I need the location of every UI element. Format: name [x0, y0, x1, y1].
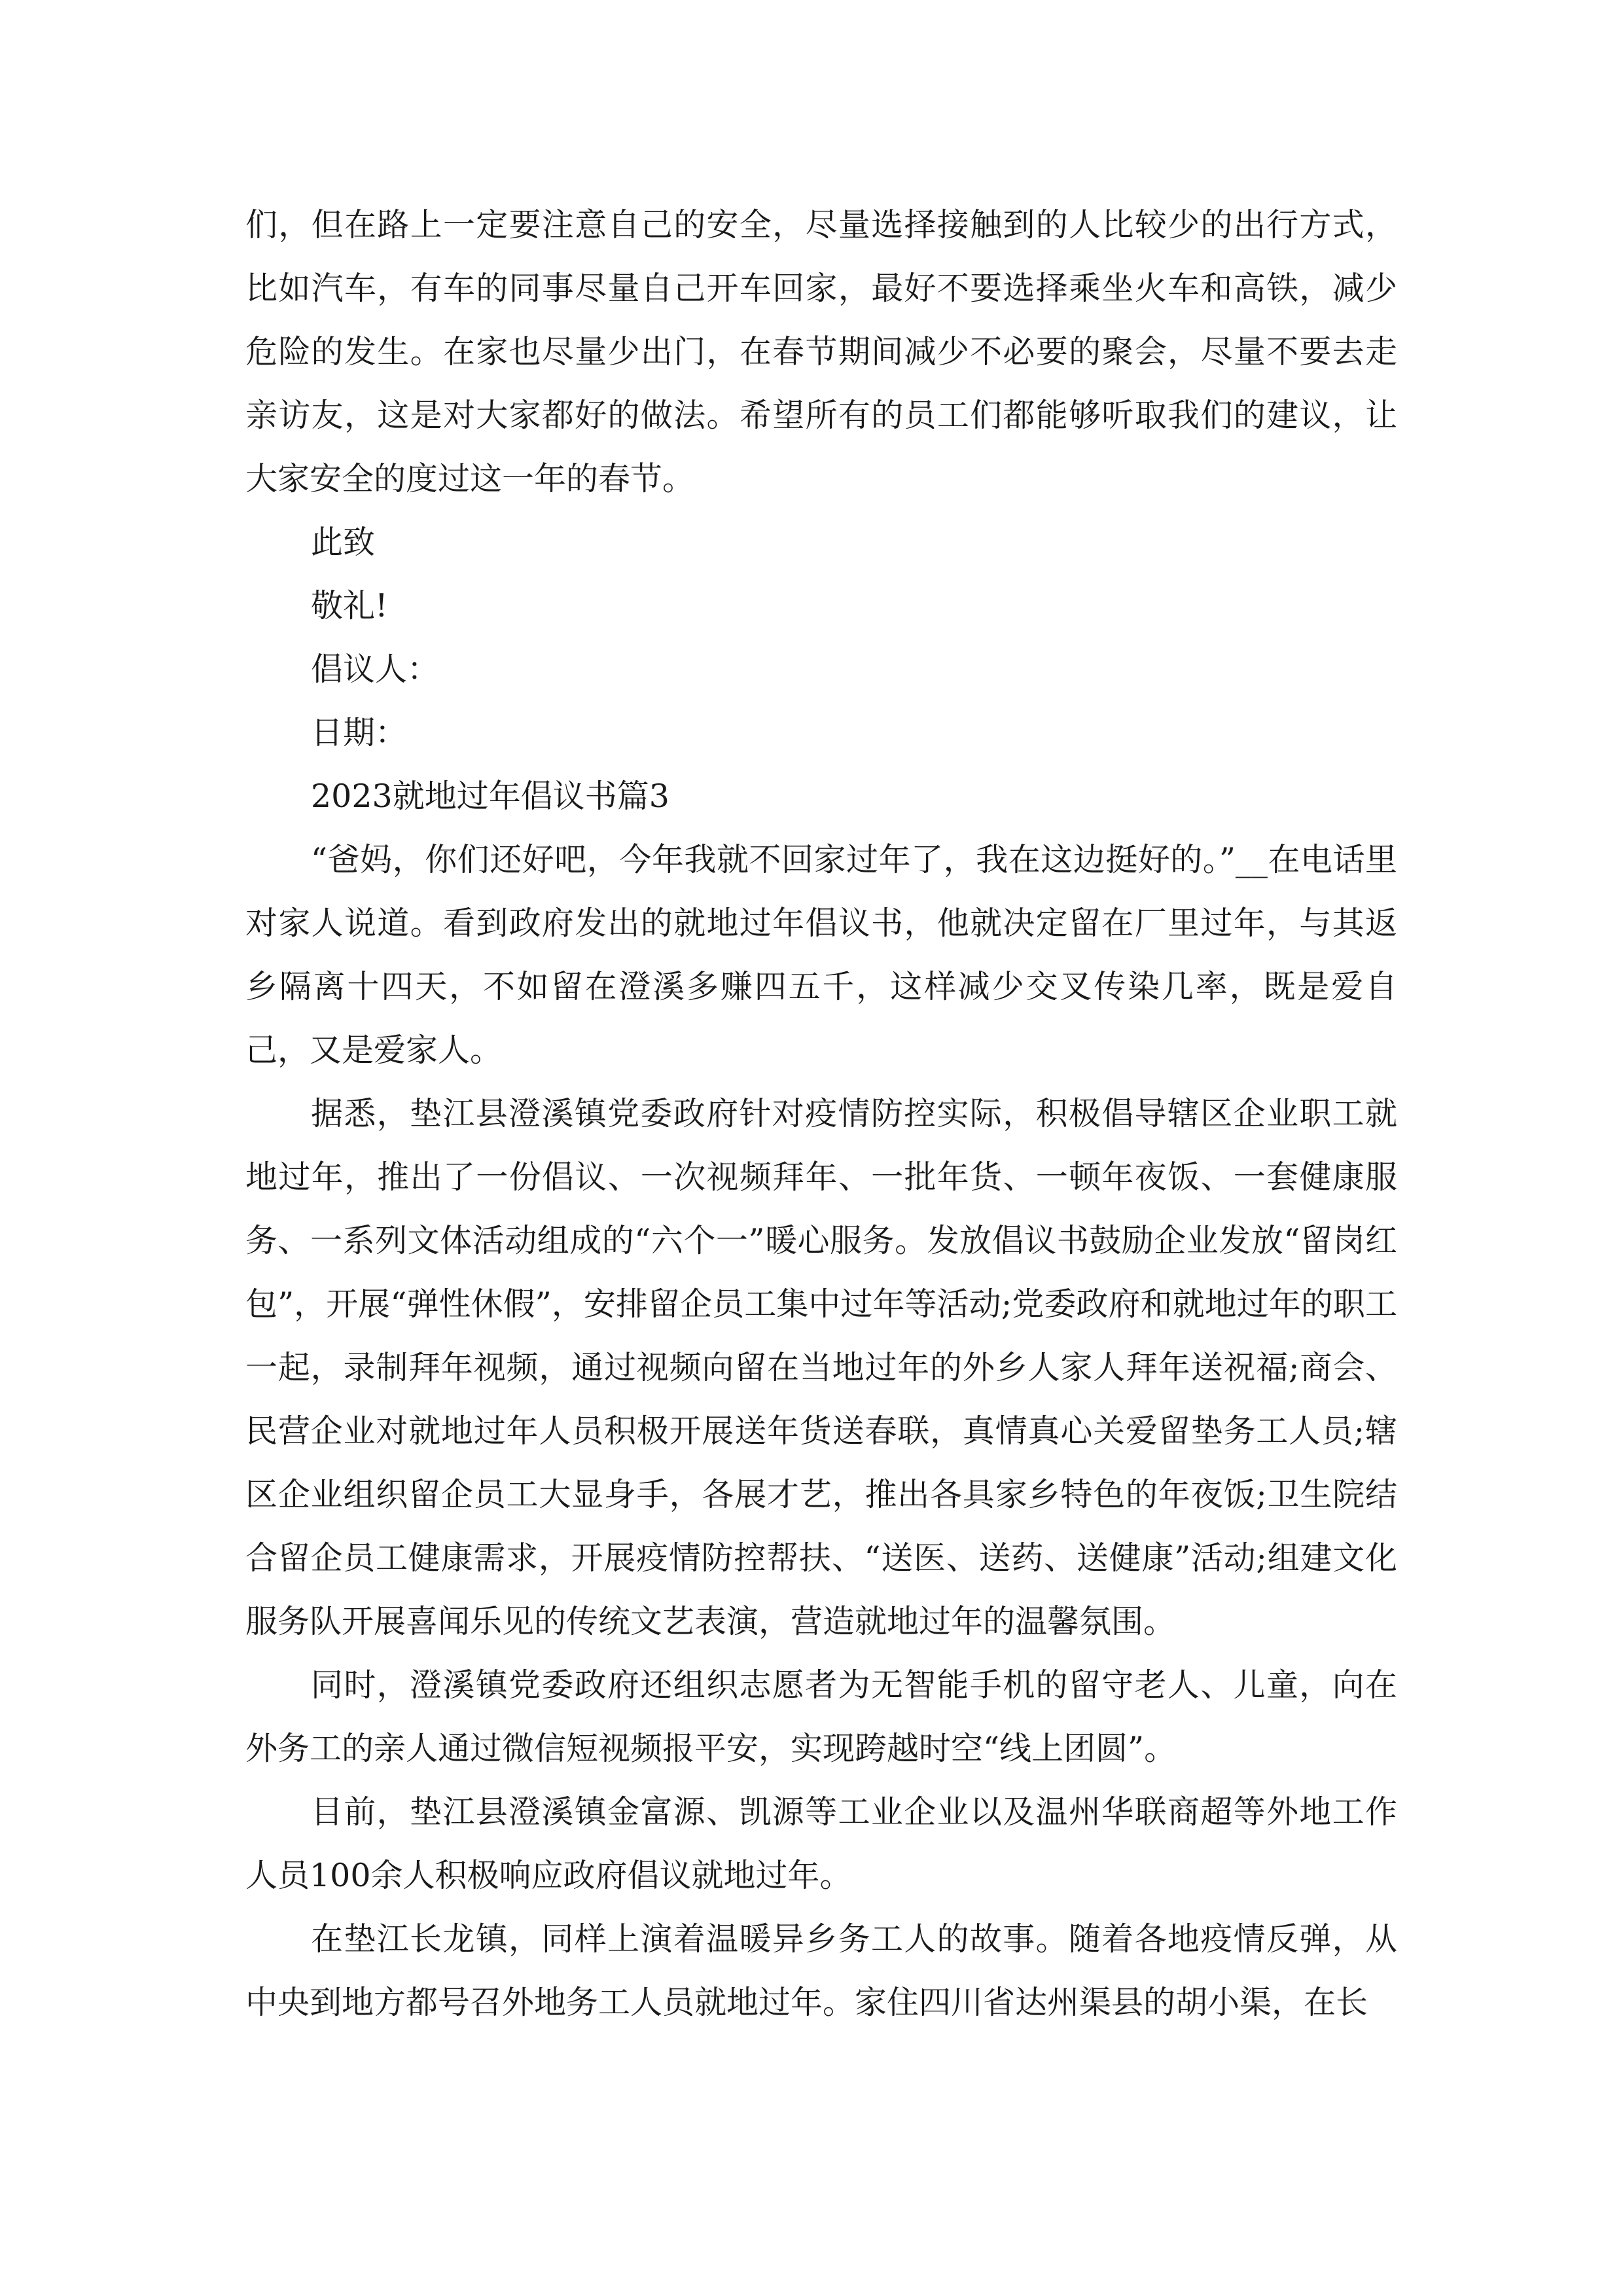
closing-salutation: 此致: [311, 524, 376, 561]
closing-respect: 敬礼!: [311, 587, 388, 624]
body-paragraph: 们，但在路上一定要注意自己的安全，尽量选择接触到的人比较少的出行方式，比如汽车，有车的同事尽量自己开车回家，最好不要选择乘坐火车和高铁，减少危险的发生。在家也尽量少出门，在春节期间减少不必要的聚会，尽量不要去走亲访友，这是对大家都好的做法。希望所有的员工们都能够听取我们的建议，让大家安全的度过这一年的春节。: [245, 206, 1397, 497]
document-body: [245, 193, 1397, 2034]
section-paragraph: 据悉，垫江县澄溪镇党委政府针对疫情防控实际，积极倡导辖区企业职工就地过年，推出了一份倡议、一次视频拜年、一批年货、一顿年夜饭、一套健康服务、一系列文体活动组成的“六个一”暖心服务。发放倡议书鼓励企业发放“留岗红包”，开展“弹性休假”，安排留企员工集中过年等活动;党委政府和就地过年的职工一起，录制拜年视频，通过视频向留在当地过年的外乡人家人拜年送祝福;商会、民营企业对就地过年人员积极开展送年货送春联，真情真心关爱留垫务工人员;辖区企业组织留企员工大显身手，各展才艺，推出各具家乡特色的年夜饭;卫生院结合留企员工健康需求，开展疫情防控帮扶、“送医、送药、送健康”活动;组建文化服务队开展喜闻乐见的传统文艺表演，营造就地过年的温馨氛围。: [245, 1095, 1397, 1640]
section-title: 2023就地过年倡议书篇3: [311, 778, 669, 815]
proposer-label: 倡议人：: [311, 651, 440, 688]
section-paragraph: 同时，澄溪镇党委政府还组织志愿者为无智能手机的留守老人、儿童，向在外务工的亲人通过微信短视频报平安，实现跨越时空“线上团圆”。: [245, 1666, 1397, 1767]
section-paragraph: “爸妈，你们还好吧，今年我就不回家过年了，我在这边挺好的。”__在电话里对家人说道。看到政府发出的就地过年倡议书，他就决定留在厂里过年，与其返乡隔离十四天，不如留在澄溪多赚四五千，这样减少交叉传染几率，既是爱自己，又是爱家人。: [245, 841, 1397, 1069]
section-paragraph: 在垫江长龙镇，同样上演着温暖异乡务工人的故事。随着各地疫情反弹，从中央到地方都号召外地务工人员就地过年。家住四川省达州渠县的胡小渠，在长: [245, 1920, 1397, 2021]
section-paragraph: 目前，垫江县澄溪镇金富源、凯源等工业企业以及温州华联商超等外地工作人员100余人积极响应政府倡议就地过年。: [245, 1793, 1397, 1894]
date-label: 日期：: [311, 714, 408, 751]
